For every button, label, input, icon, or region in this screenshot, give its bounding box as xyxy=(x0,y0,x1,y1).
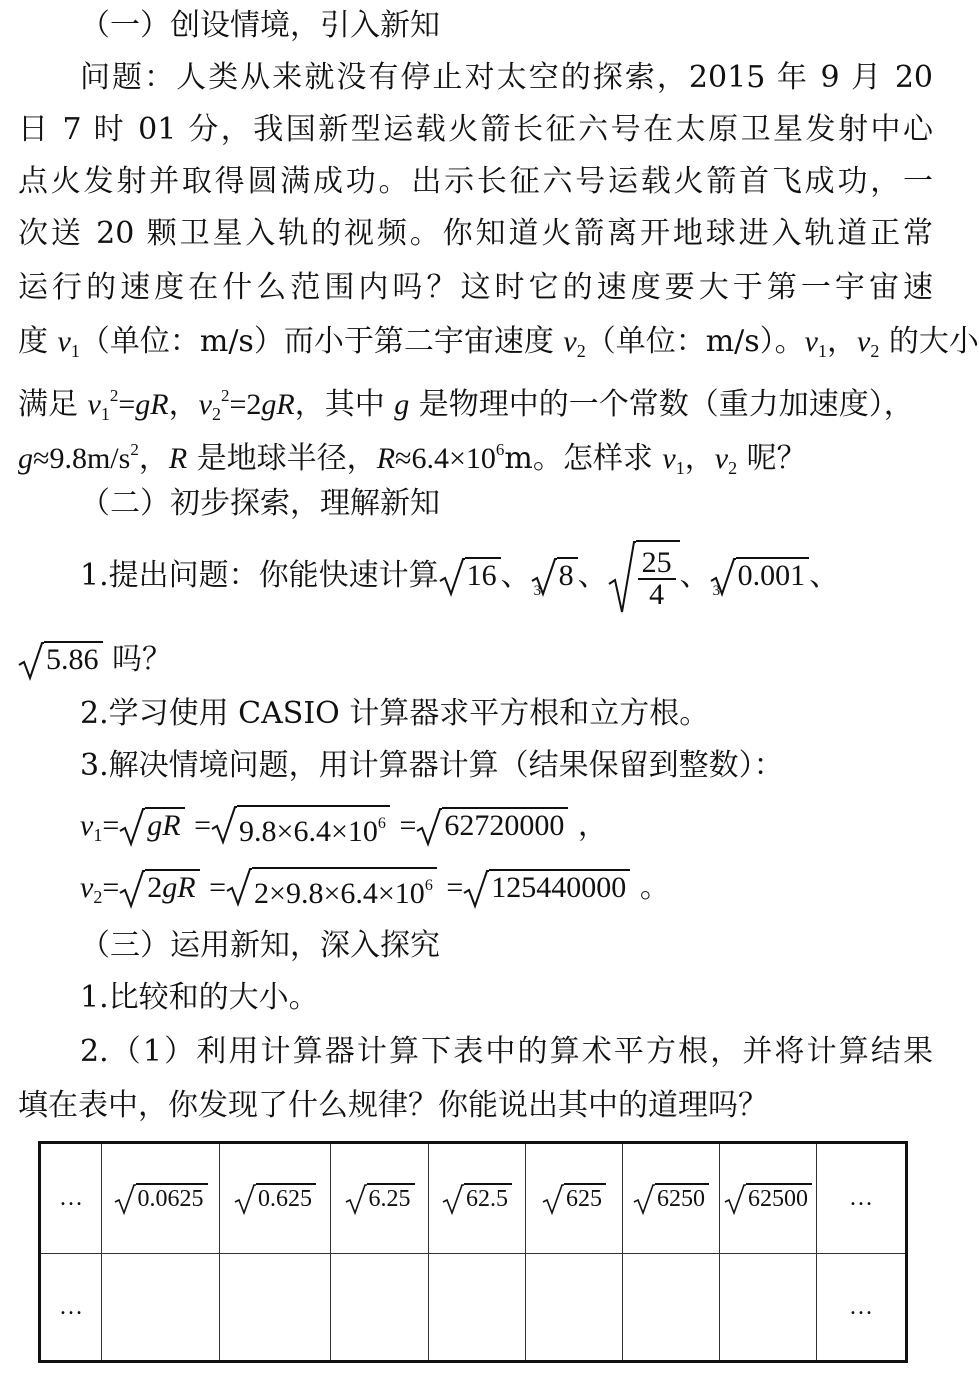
table-row xyxy=(40,1143,907,1254)
paragraph-line-formula: 满足 $v_1^2=gR$，$v_2^2=2gR$，其中 g 是物理中的一个常数（重力加速度）， xyxy=(18,386,914,424)
table-cell-empty xyxy=(623,1254,720,1362)
table-cell-radical: 0.625 xyxy=(220,1143,331,1254)
sqrt-table xyxy=(38,1141,908,1363)
table-cell-ellipsis: … xyxy=(817,1143,907,1254)
cbrt-expression: 3 0.001 xyxy=(710,557,810,597)
table-cell-ellipsis: … xyxy=(40,1143,102,1254)
paragraph-line: 问题：人类从来就没有停止对太空的探索，2015 年 9 月 20 xyxy=(80,60,933,95)
sqrt-expression: 5.86 xyxy=(18,641,103,681)
table-cell-empty xyxy=(102,1254,220,1362)
paragraph-line-constants: $g\approx 9.8m/s^2$，R 是地球半径，$R\approx 6.4\times 10^6m$。怎样求 $v_1$，$v_2$ 呢？ xyxy=(18,440,807,478)
sqrt-fraction-expression: $\frac{25}{4}$ xyxy=(608,540,680,614)
table-cell-empty xyxy=(526,1254,623,1362)
table-cell-radical: 62500 xyxy=(720,1143,817,1254)
table-cell-empty xyxy=(720,1254,817,1362)
paragraph-line: 日 7 时 01 分，我国新型运载火箭长征六号在太原卫星发射中心 xyxy=(18,112,933,147)
question-3: 3.解决情境问题，用计算器计算（结果保留到整数）： xyxy=(80,748,784,783)
table-cell-radical: 6250 xyxy=(623,1143,720,1254)
question-table-intro: 2.（1）利用计算器计算下表中的算术平方根，并将计算结果 xyxy=(80,1034,933,1069)
question-1-line: 1.提出问题：你能快速计算 16 、 3 8 、 $\frac{25}{4}$ 、 3 0.001 、 xyxy=(80,536,933,616)
table-cell-empty xyxy=(429,1254,526,1362)
table-row xyxy=(40,1254,907,1362)
table-cell-radical: 6.25 xyxy=(331,1143,429,1254)
table-cell-empty xyxy=(220,1254,331,1362)
table-cell-ellipsis: … xyxy=(817,1254,907,1362)
paragraph-line: 运行的速度在什么范围内吗？这时它的速度要大于第一宇宙速 xyxy=(18,270,933,305)
table-cell-radical: 625 xyxy=(526,1143,623,1254)
table-cell-empty xyxy=(331,1254,429,1362)
paragraph-line-velocity: 度 $v_1$（单位：m/s）而小于第二宇宙速度 $v_2$（单位：m/s）。$v_1$，$v_2$ 的大小 xyxy=(18,324,979,361)
question-2: 2.学习使用 CASIO 计算器求平方根和立方根。 xyxy=(80,696,710,731)
section-heading-2: （二）初步探索，理解新知 xyxy=(80,486,440,521)
section-heading-3: （三）运用新知，深入探究 xyxy=(80,928,440,963)
question-1-line-2: 5.86 吗？ xyxy=(18,634,933,686)
sqrt-expression: 16 xyxy=(439,557,501,597)
table-cell-radical: 62.5 xyxy=(429,1143,526,1254)
v2-equation: $v_2=$ 2gR = $2\times 9.8\times 6.4\times 10^6$ = 125440000 。 xyxy=(80,862,933,923)
cbrt-expression: 3 8 xyxy=(531,557,578,597)
v1-equation: $v_1=$ gR = $9.8\times 6.4\times 10^6$ = 62720000 ， xyxy=(80,800,933,861)
question-compare: 1.比较和的大小。 xyxy=(80,980,319,1015)
paragraph-line: 点火发射并取得圆满成功。出示长征六号运载火箭首飞成功，一 xyxy=(18,164,933,199)
table-cell-radical: 0.0625 xyxy=(102,1143,220,1254)
section-heading-1: （一）创设情境，引入新知 xyxy=(80,8,440,43)
question-table-intro-2: 填在表中，你发现了什么规律？你能说出其中的道理吗？ xyxy=(18,1088,768,1123)
paragraph-line: 次送 20 颗卫星入轨的视频。你知道火箭离开地球进入轨道正常 xyxy=(18,216,933,251)
table-cell-ellipsis: … xyxy=(40,1254,102,1362)
